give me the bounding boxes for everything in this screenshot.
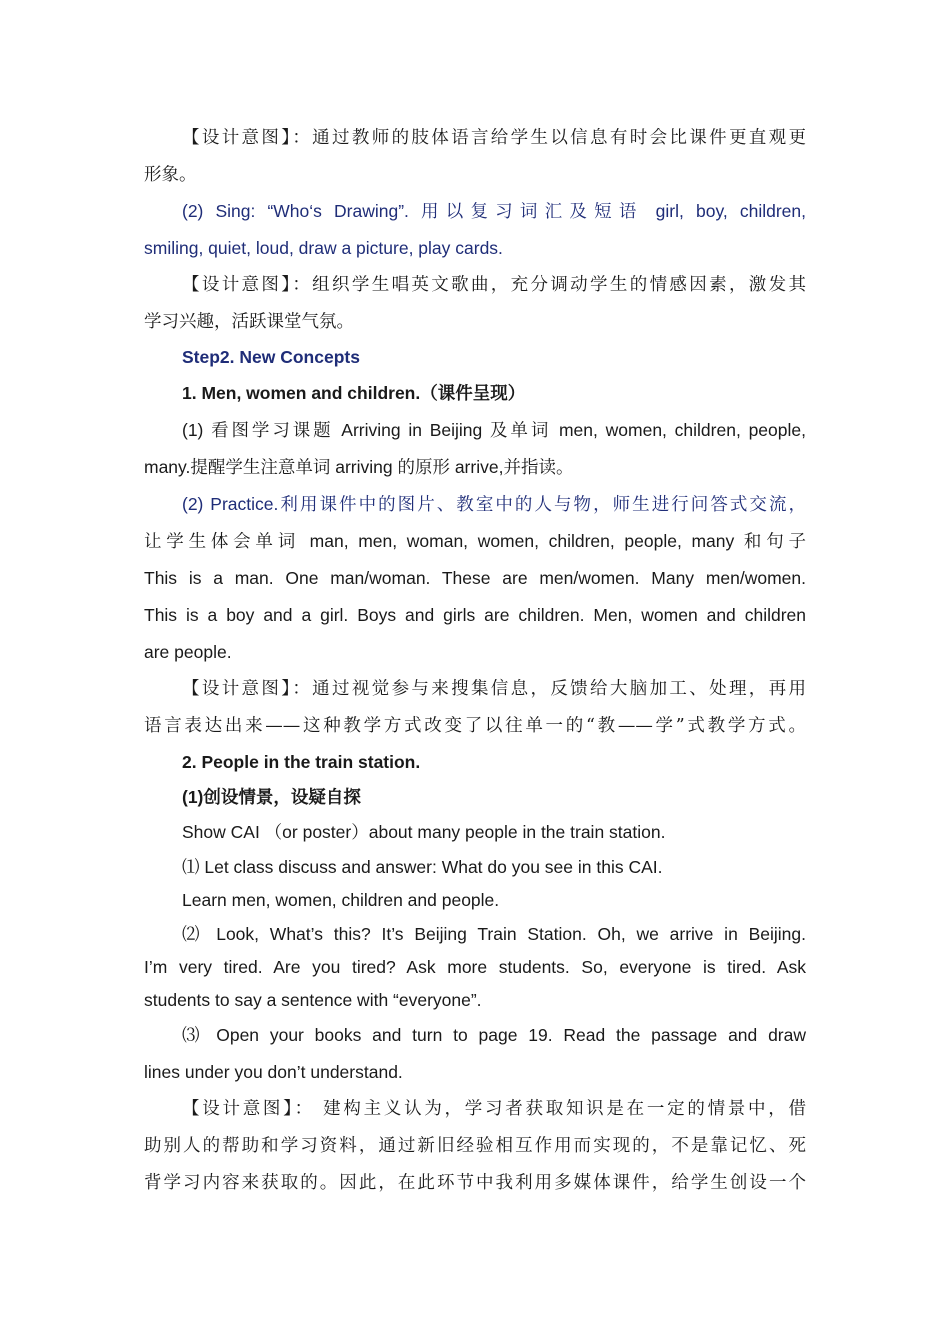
text-line: 语言表达出来——这种教学方式改变了以往单一的“教——学”式教学方式。 — [144, 716, 806, 736]
text-line: (1) 看图学习课题 Arriving in Beijing 及单词 men, women, children, people, — [182, 420, 806, 440]
text-line: 形象。 — [144, 165, 197, 185]
text-line: (2) Practice.利用课件中的图片、教室中的人与物，师生进行问答式交流， — [182, 494, 806, 514]
text-line: ⑶ Open your books and turn to page 19. Read the passage and draw — [182, 1025, 806, 1045]
text-line: many.提醒学生注意单词 arriving 的原形 arrive,并指读。 — [144, 457, 574, 477]
text-line: Learn men, women, children and people. — [182, 890, 500, 910]
text-line: (1)创设情景，设疑自探 — [182, 787, 361, 807]
text-line: smiling, quiet, loud, draw a picture, play cards. — [144, 238, 503, 258]
text-line: 【设计意图】： 建构主义认为，学习者获取知识是在一定的情景中，借 — [182, 1099, 806, 1119]
text-line: I’m very tired. Are you tired? Ask more students. So, everyone is tired. Ask — [144, 957, 806, 977]
text-line: 2. People in the train station. — [182, 752, 421, 772]
text-line: 【设计意图】：通过视觉参与来搜集信息，反馈给大脑加工、处理，再用 — [182, 679, 806, 699]
text-line: students to say a sentence with “everyone”. — [144, 990, 482, 1010]
text-line: (2) Sing: “Who‘s Drawing”. 用以复习词汇及短语 girl, boy, children, — [182, 201, 806, 221]
text-line: This is a boy and a girl. Boys and girls are children. Men, women and children — [144, 605, 806, 625]
text-line: ⑴ Let class discuss and answer: What do you see in this CAI. — [182, 857, 663, 877]
text-line: 助别人的帮助和学习资料，通过新旧经验相互作用而实现的，不是靠记忆、死 — [144, 1136, 806, 1156]
text-line: are people. — [144, 642, 232, 662]
text-line: 【设计意图】：组织学生唱英文歌曲，充分调动学生的情感因素，激发其 — [182, 275, 806, 295]
text-line: 背学习内容来获取的。因此，在此环节中我利用多媒体课件，给学生创设一个 — [144, 1173, 806, 1193]
text-line: 【设计意图】：通过教师的肢体语言给学生以信息有时会比课件更直观更 — [182, 128, 806, 148]
text-line: This is a man. One man/woman. These are men/women. Many men/women. — [144, 568, 806, 588]
text-line: 1. Men, women and children.（课件呈现） — [182, 383, 526, 403]
text-line: 让学生体会单词 man, men, woman, women, children, people, many 和句子 — [144, 531, 806, 551]
text-line: 学习兴趣，活跃课堂气氛。 — [144, 312, 354, 332]
text-line: ⑵ Look, What’s this? It’s Beijing Train Station. Oh, we arrive in Beijing. — [182, 924, 806, 944]
text-line: Show CAI （or poster）about many people in the train station. — [182, 822, 666, 842]
text-line: Step2. New Concepts — [182, 347, 360, 367]
text-line: lines under you don’t understand. — [144, 1062, 403, 1082]
